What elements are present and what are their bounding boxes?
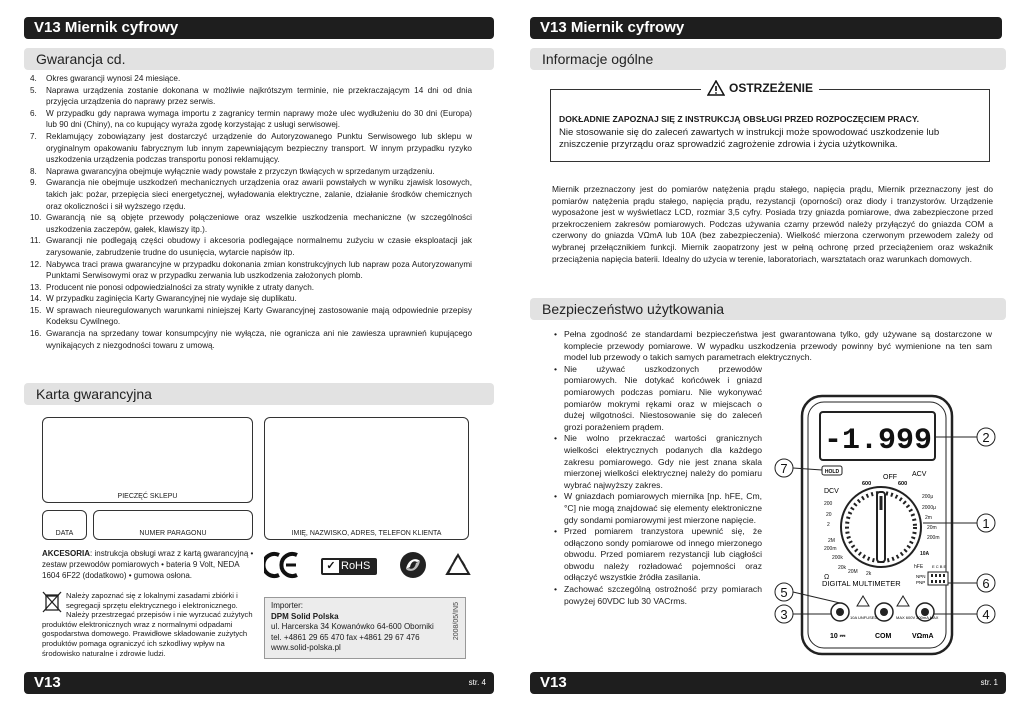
dial-label: 200μ — [922, 494, 934, 500]
dial-label: Ω — [824, 574, 830, 581]
warranty-item-text: W przypadku zaginięcia Karty Gwarancyjnej nie wydaje się duplikatu. — [46, 294, 297, 304]
lcd-reading: -1.999 — [823, 424, 933, 458]
dial-label: 2m — [925, 515, 932, 521]
importer-web: www.solid-polska.pl — [271, 643, 341, 653]
warranty-item-text: Nabywca traci prawa gwarancyjne w przypadku dokonania zmian konstrukcyjnych lub napraw poza Autoryzowanymi Punktami Serwisowymi oraz w przypadku zerwania lub uszkodzenia założonych plomb. — [46, 259, 472, 281]
warning-heading — [701, 80, 819, 96]
callout-7: 7 — [780, 461, 788, 476]
dial-label: 20 — [826, 512, 832, 518]
client-field — [264, 417, 469, 540]
warranty-item-number: 12. — [30, 259, 42, 269]
accessories-body: : instrukcja obsługi wraz z kartą gwarancyjną • zestaw przewodów pomiarowych • bateria 9 Volt, NEDA 1604 6F22 (dodatkowo) • gumowa osłona. — [42, 549, 254, 580]
receipt-field — [93, 510, 253, 540]
callout-4: 4 — [982, 607, 990, 622]
warranty-item-text: Gwarancją nie są objęte przewody połączeniowe oraz wszelkie uszkodzenia mechaniczne (w szczególności uszkodzenia zaczepów, gałek, klawiszy itp.). — [46, 213, 472, 234]
recycling-text: Należy zapoznać się z lokalnymi zasadami zbiórki i segregacji sprzętu elektrycznego i elektronicznego. Należy przestrzegać przepisów i nie wyrzucać zużytych produktów elektronicznych wraz z normalnymi odpadami gospodarstwa domowego. Prawidłowe składowanie zużytych produktów pomaga ograniczyć ich szkodliwy wpływ na środowisko naturalne i zdrowie ludzi. — [42, 591, 253, 658]
warranty-item — [30, 305, 472, 328]
section-title-safety: Bezpieczeństwo użytkowania — [530, 298, 1006, 320]
rohs-badge — [321, 558, 377, 575]
warranty-item — [30, 293, 472, 305]
warranty-item — [30, 259, 472, 282]
warranty-item-number: 13. — [30, 282, 42, 292]
dial-label: 20M — [848, 569, 858, 575]
document-code: 2008/05/IN5 — [453, 602, 461, 641]
safety-bullet: • Nie wolno przekraczać wartości granicznych wielkości elektrycznych podanych dla każdego zakresu pomiarowego. Gdy nie jest znana skala mierzonej wielkości elektrycznej należy do pomiaru wybrać najwyższy zakres. — [550, 433, 762, 491]
dial-label: 2 — [827, 522, 830, 528]
dial-label: 2k — [866, 571, 872, 577]
section-title-warranty: Gwarancja cd. — [24, 48, 494, 70]
date-label: DATA — [55, 530, 74, 537]
warranty-item — [30, 282, 472, 294]
importer-box — [264, 597, 466, 659]
dial-label: 200k — [832, 555, 843, 561]
footer-model: V13 — [34, 674, 61, 691]
warning-title: OSTRZEŻENIE — [729, 81, 814, 95]
warranty-item-text: Okres gwarancji wynosi 24 miesiące. — [46, 74, 181, 83]
warranty-item-text: Gwarancji nie podlegają części obudowy i akcesoria podlegające normalnemu zużyciu w czasie eksploatacji jak zarysowanie, zabrudzenie trudne do usunięcia, wytarcie napisów itp. — [46, 236, 472, 257]
multimeter-illustration — [762, 392, 1007, 660]
warranty-item-text: W przypadku gdy naprawa wymaga importu z zagranicy termin naprawy może ulec wydłużeniu do 30 dni (Europa) lub 90 dni (Chiny), na co kupujący wyraża zgodę korzystając z usługi serwisowej. — [46, 108, 472, 130]
npn-label: NPN — [916, 574, 926, 579]
importer-phone: tel. +4861 29 65 470 fax +4861 29 67 476 — [271, 632, 420, 642]
dial-label: 2M — [828, 538, 835, 544]
warranty-item-number: 15. — [30, 305, 42, 315]
importer-address: ul. Harcerska 34 Kowanówko 64-600 Oborniki — [271, 622, 434, 632]
page-number: str. 4 — [468, 678, 486, 687]
dial-label: 200 — [824, 501, 833, 507]
right-page — [512, 0, 1024, 725]
safety-bullet: • W gniazdach pomiarowych miernika [np. hFE, Cm, °C] nie mogą znajdować się elementy elektroniczne gdy sondami pomiarowymi jest mierzone napięcie. — [550, 491, 762, 526]
dial-label: hFE — [914, 564, 924, 570]
range-600-dc: 600 — [862, 481, 872, 487]
stamp-field — [42, 417, 253, 503]
importer-label: Importer: — [271, 601, 304, 610]
safety-bullet: • Nie używać uszkodzonych przewodów pomiarowych. Nie dotykać końcówek i gniazd pomiarowych podczas pomiaru. Nie wykonywać pomiarów mokrymi rękami oraz w miejscach o dużej wilgotności. Niestosowanie się do zaleceń grozi porażeniem prądem. — [550, 364, 992, 434]
callout-5: 5 — [780, 585, 788, 600]
safety-bullet: • Przed pomiarem tranzystora upewnić się, że odłączono sondy pomiarowe od innego mierzonego obwodu. Przed pomiarem rezystancji lub ciągłości obwodu należy rozładować pojemności oraz odłączyć wszystkie źródła zasilania. — [550, 526, 762, 584]
footer-model: V13 — [540, 674, 567, 691]
callout-1: 1 — [982, 516, 990, 531]
warranty-item-number: 8. — [30, 166, 37, 176]
dcv-label: DCV — [824, 488, 839, 495]
dial-label: 10A — [920, 551, 930, 557]
warranty-item — [30, 212, 472, 235]
warranty-item-text: Gwarancja nie obejmuje uszkodzeń mechanicznych urządzenia oraz awarii powstałych w wyniku zjawisk losowych, takich jak: pożar, przepięcia sieci energetycznej, wyładowania elektryczne, zalanie, działanie środków chemicznych oraz okoliczności i sił wyższego rzędu. — [46, 178, 472, 211]
section-title-card: Karta gwarancyjna — [24, 383, 494, 405]
page-footer — [24, 672, 494, 694]
hold-label: HOLD — [824, 469, 840, 475]
page-footer — [530, 672, 1006, 694]
terminal-com: COM — [875, 633, 892, 640]
warranty-item — [30, 177, 472, 212]
pnp-label: PNP — [916, 580, 926, 585]
client-label: IMIĘ, NAZWISKO, ADRES, TELEFON KLIENTA — [291, 530, 442, 537]
warranty-list — [30, 73, 472, 351]
brand-label: DIGITAL MULTIMETER — [822, 579, 901, 588]
recycle-icon — [445, 553, 471, 577]
warranty-item-text: Naprawa gwarancyjna obejmuje wyłącznie wady powstałe z przyczyn tkwiących w sprzedanym urządzeniu. — [46, 166, 435, 176]
ce-mark-icon — [264, 551, 300, 579]
warranty-item — [30, 108, 472, 131]
importer-name: DPM Solid Polska — [271, 611, 339, 621]
warranty-item-number: 10. — [30, 213, 42, 223]
callout-6: 6 — [982, 576, 990, 591]
recycling-notice — [42, 591, 257, 658]
max-label: MAX 600V 200mA MAX — [896, 615, 939, 620]
page-number: str. 1 — [980, 678, 998, 687]
warning-line-body: Nie stosowanie się do zaleceń zawartych w instrukcji może spowodować uszkodzenie lub zniszczenie przyrządu oraz sprowadzić zagrożenie zdrowia i życia użytkownika. — [559, 127, 940, 150]
dial-label: 20k — [838, 565, 847, 571]
callout-3: 3 — [780, 607, 788, 622]
safety-bullet: • Pełna zgodność ze standardami bezpieczeństwa jest gwarantowana tylko, gdy używane są dostarczone w komplecie przewody pomiarowe. W wypadku uszkodzenia przewody powinny być wymienione na ten sam model lub przewody o takich samych parametrach elektrycznych. — [550, 329, 992, 364]
acv-label: ACV — [912, 471, 927, 478]
check-icon: ✓ — [323, 560, 339, 573]
warranty-item-text: Gwarancja na sprzedany towar konsumpcyjny nie wyłącza, nie ogranicza ani nie zawiesza uprawnień kupującego wynikających z niezgodności towaru z umową. — [46, 329, 472, 350]
warranty-item-text: Producent nie ponosi odpowiedzialności za straty wynikłe z utraty danych. — [46, 282, 315, 292]
fuse-label: 10A UNFUSED — [850, 615, 878, 620]
warranty-item — [30, 73, 472, 85]
rohs-label: RoHS — [341, 560, 371, 572]
warranty-item — [30, 131, 472, 166]
accessories-label: AKCESORIA — [42, 549, 91, 558]
dial-label: 200m — [824, 546, 837, 552]
warning-icon — [707, 80, 725, 96]
warranty-item-text: Naprawa urządzenia zostanie dokonana w możliwie najkrótszym terminie, nie przekraczającym 14 dni od dnia przyjęcia urządzenia do naprawy przez serwis. — [46, 85, 472, 107]
warranty-item-number: 9. — [30, 178, 37, 188]
stamp-label: PIECZĘĆ SKLEPU — [117, 493, 178, 500]
section-title-general: Informacje ogólne — [530, 48, 1006, 70]
dial-label: 2000μ — [922, 505, 937, 511]
safety-bullet: • Zachować szczególną ostrożność przy pomiarach powyżej 60VDC lub 30 VACrms. — [550, 584, 762, 607]
date-field — [42, 510, 87, 540]
warranty-item-number: 5. — [30, 85, 37, 95]
dial-label: 20m — [927, 525, 937, 531]
callout-2: 2 — [982, 430, 990, 445]
page-header: V13 Miernik cyfrowy — [530, 17, 1002, 39]
ecbe-label: E C B E — [932, 564, 947, 569]
general-info-text: Miernik przeznaczony jest do pomiarów natężenia prądu stałego, napięcia prądu, Miernik przeznaczony jest do pomiarów natężenia prądu stałego, napięcia prądu, rezystancji (oporności) oraz diody i tranzystorów. Urządzenie wyposażone jest w wyświetlacz LCD, rozmiar 3,5 cyfry. Posiada trzy gniazda pomiarowe, dwa zabezpieczone przed przekroczeniem zakresów pomiarowych. Podczas używania czarny przewód należy przyłączyć do gniazda COM a czerwony do gniazda VΩmA lub 10A (bez zabezpieczenia). Wielkość mierzona czerwonym przewodem zależy od wybranej przełącznikiem funkcji. Miernik zaopatrzony jest w pełną ochronę przed przeciążeniem oraz wskaźnik przeciążenia napięcia baterii. Idealny do użycia w terenie, laboratoriach, warsztatach oraz warunkach domowych. — [552, 184, 993, 264]
terminal-10a: 10 ⎓ — [830, 633, 846, 640]
off-label: OFF — [883, 474, 897, 481]
warranty-item-text: W sprawach nieuregulowanych warunkami niniejszej Karty Gwarancyjnej zastosowanie mają odpowiednie przepisy Kodeksu Cywilnego. — [46, 305, 472, 327]
range-600-ac: 600 — [898, 481, 908, 487]
warning-line-bold: DOKŁADNIE ZAPOZNAJ SIĘ Z INSTRUKCJĄ OBSŁUGI PRZED ROZPOCZĘCIEM PRACY. — [559, 114, 920, 124]
page-header: V13 Miernik cyfrowy — [24, 17, 494, 39]
warning-box — [550, 81, 990, 162]
warranty-item-number: 11. — [30, 236, 41, 246]
receipt-label: NUMER PARAGONU — [139, 530, 207, 537]
warranty-item — [30, 328, 472, 351]
terminal-v: VΩmA — [912, 633, 934, 640]
warranty-item-number: 6. — [30, 108, 37, 118]
warranty-item-number: 16. — [30, 329, 42, 339]
warranty-item-number: 4. — [30, 74, 37, 83]
crossed-bin-icon — [42, 591, 62, 613]
warranty-item-text: Reklamujący zobowiązany jest dostarczyć urządzenie do Autoryzowanego Punktu Serwisowego lub sklepu w oryginalnym opakowaniu fabrycznym lub innym zapewniającym bezpieczny transport. W innym przypadku ryzyko uszkodzenia urządzenia podczas transportu ponosi reklamujący. — [46, 131, 472, 165]
dial-label: 200m — [927, 535, 940, 541]
green-dot-icon — [399, 551, 427, 579]
warranty-item — [30, 85, 472, 108]
warranty-item-number: 7. — [30, 131, 37, 141]
warranty-item — [30, 166, 472, 178]
accessories-text — [42, 548, 257, 581]
hfe-socket — [928, 572, 948, 585]
warranty-item — [30, 235, 472, 258]
warranty-item-number: 14. — [30, 294, 42, 304]
